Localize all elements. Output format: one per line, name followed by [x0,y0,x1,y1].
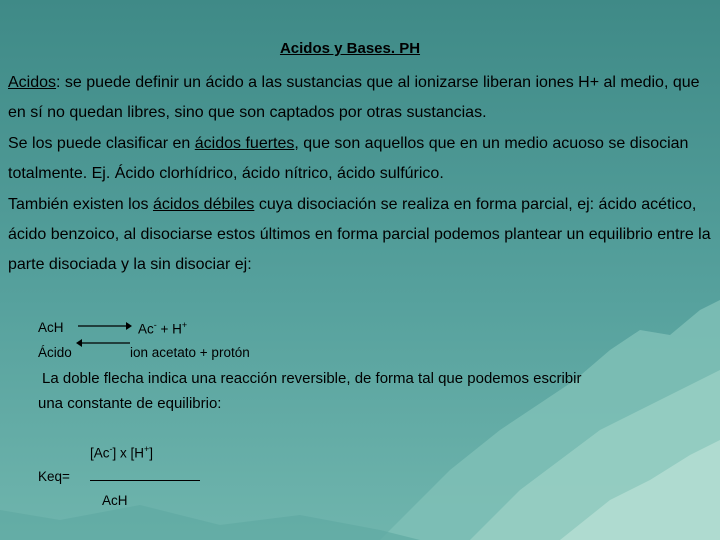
paragraph-fuertes-text: , que son aquellos que en un medio acuoso se disocian totalmente. Ej. Ácido clorhídrico, ácido nítrico, ácido sulfúrico. [8,134,689,183]
reversible-note-line2: una constante de equilibrio: [38,395,222,412]
keq-num-mid: ] x [H [112,445,145,461]
reaction-reactant: AcH [38,320,64,335]
term-acidos: Acidos [8,74,57,91]
anion-charge: - [153,320,157,330]
reaction-products [138,320,187,337]
reactant-name: Ácido [38,345,72,360]
term-acidos-debiles: ácidos débiles [152,195,255,213]
products-name: ion acetato + protón [130,345,250,360]
paragraph-debiles [8,190,714,281]
product-proton: + H [160,321,182,337]
paragraph-fuertes-intro: Se los puede clasificar en [8,134,195,152]
keq-numerator [90,444,153,461]
fraction-bar [90,480,200,481]
reversible-note-line1: La doble flecha indica una reacción reversible, de forma tal que podemos escribir [42,370,582,387]
term-acidos-fuertes: ácidos fuertes [194,134,295,152]
paragraph-fuertes [8,129,714,190]
paragraph-acidos [8,68,714,129]
keq-label: Keq= [38,469,70,484]
keq-num-open: [Ac [90,445,110,461]
paragraph-acidos-text: : se puede definir un ácido a las sustancias que al ionizarse liberan iones H+ al medio, que en sí no quedan libres, sino que son captados por otras sustancias. [8,74,700,122]
paragraph-debiles-intro: También existen los [8,195,153,213]
keq-num-charge-proton: + [144,444,150,454]
equilibrium-arrows-icon [74,318,134,358]
proton-charge: + [181,320,188,330]
keq-denominator: AcH [102,493,128,508]
page-title: Acidos y Bases. PH [279,40,421,57]
keq-num-close: ] [149,445,154,461]
product-anion: Ac [138,321,154,337]
paragraph-debiles-text: cuya disociación se realiza en forma parcial, ej: ácido acético, ácido benzoico, al disociarse estos últimos en forma parcial podemos plantear un equilibrio entre la parte disociada y la sin disociar ej: [8,195,711,274]
keq-num-charge-anion: - [109,444,113,454]
body-text [8,68,714,281]
